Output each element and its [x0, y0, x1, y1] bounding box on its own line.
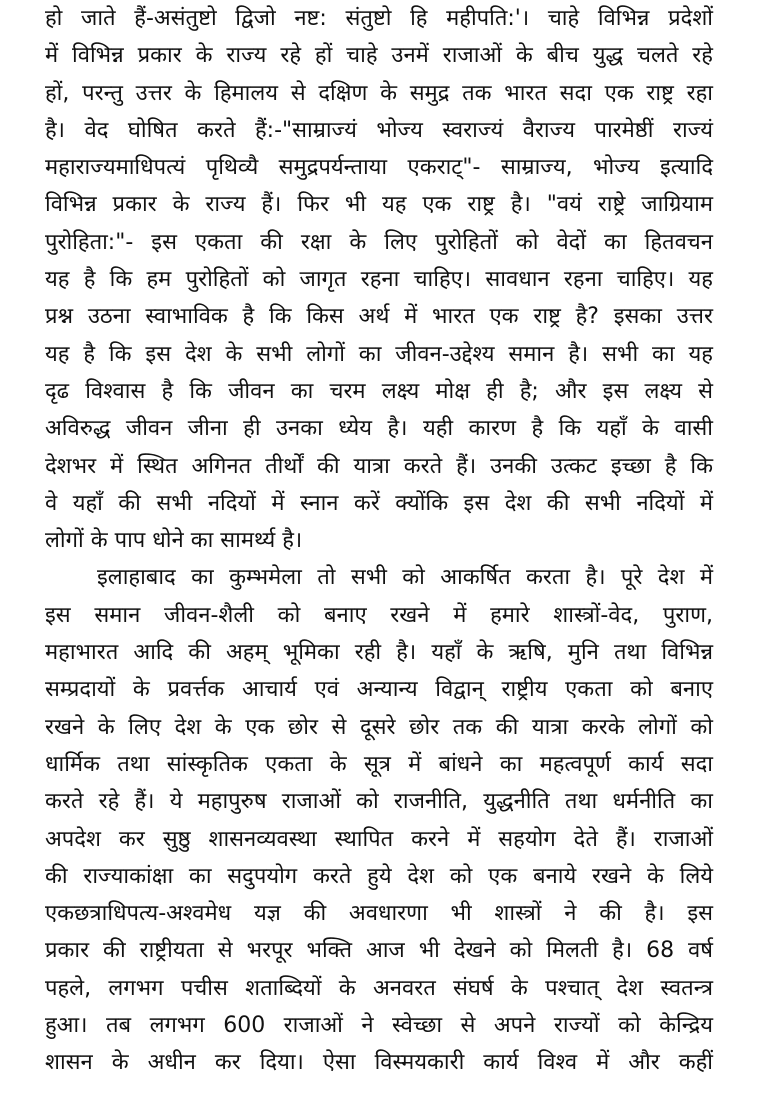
- text-line: यह है कि हम पुरोहितों को जागृत रहना चाहिए। सावधान रहना चाहिए। यह: [45, 267, 713, 293]
- text-line: यह है कि इस देश के सभी लोगों का जीवन-उद्देश्य समान है। सभी का यह: [45, 341, 713, 367]
- text-line: अपदेश कर सुष्ठु शासनव्यवस्था स्थापित करने में सहयोग देते हैं। राजाओं: [45, 826, 713, 852]
- text-line: महाभारत आदि की अहम् भूमिका रही है। यहाँ के ऋषि, मुनि तथा विभिन्न: [45, 640, 713, 666]
- text-line: हों, परन्तु उत्तर के हिमालय से दक्षिण के समुद्र तक भारत सदा एक राष्ट्र रहा: [45, 80, 713, 106]
- text-line: करते रहे हैं। ये महापुरुष राजाओं को राजनीति, युद्धनीति तथा धर्मनीति का: [45, 789, 713, 815]
- text-line: दृढ विश्वास है कि जीवन का चरम लक्ष्य मोक्ष ही है; और इस लक्ष्य से: [45, 378, 713, 404]
- paragraph: [45, 559, 713, 1081]
- text-line: विभिन्न प्रकार के राज्य हैं। फिर भी यह एक राष्ट्र है। "वयं राष्ट्रे जाग्रियाम: [45, 192, 713, 218]
- text-line: पुरोहिता:"- इस एकता की रक्षा के लिए पुरोहितों को वेदों का हितवचन: [45, 229, 713, 255]
- text-line: है। वेद घोषित करते हैं:-"साम्राज्यं भोज्य स्वराज्यं वैराज्य पारमेष्ठीं राज्यं: [45, 117, 713, 143]
- text-line: सम्प्रदायों के प्रवर्त्तक आचार्य एवं अन्यान्य विद्वान् राष्ट्रीय एकता को बनाए: [45, 677, 713, 703]
- text-line: की राज्याकांक्षा का सदुपयोग करते हुये देश को एक बनाये रखने के लिये: [45, 863, 713, 889]
- text-line: इलाहाबाद का कुम्भमेला तो सभी को आकर्षित करता है। पूरे देश में: [97, 565, 713, 591]
- text-line: शासन के अधीन कर दिया। ऐसा विस्मयकारी कार्य विश्व में और कहीं: [45, 1050, 713, 1076]
- text-line: में विभिन्न प्रकार के राज्य रहे हों चाहे उनमें राजाओं के बीच युद्ध चलते रहे: [45, 43, 713, 69]
- text-line: महाराज्यमाधिपत्यं पृथिव्यै समुद्रपर्यन्ताया एकराट्"- साम्राज्य, भोज्य इत्यादि: [45, 155, 713, 181]
- text-line: प्रश्न उठना स्वाभाविक है कि किस अर्थ में भारत एक राष्ट्र है? इसका उत्तर: [45, 304, 713, 330]
- text-line: एकछत्राधिपत्य-अश्वमेध यज्ञ की अवधारणा भी शास्त्रों ने की है। इस: [45, 901, 713, 927]
- text-line: अविरुद्ध जीवन जीना ही उनका ध्येय है। यही कारण है कि यहाँ के वासी: [45, 416, 713, 442]
- text-line: रखने के लिए देश के एक छोर से दूसरे छोर तक की यात्रा करके लोगों को: [45, 714, 713, 740]
- text-line: लोगों के पाप धोने का सामर्थ्य है।: [45, 528, 303, 554]
- text-line: हुआ। तब लगभग 600 राजाओं ने स्वेच्छा से अपने राज्यों को केन्द्रिय: [45, 1013, 713, 1039]
- document-page: [45, 0, 713, 1082]
- text-line: धार्मिक तथा सांस्कृतिक एकता के सूत्र में बांधने का महत्वपूर्ण कार्य सदा: [45, 751, 713, 777]
- text-line: इस समान जीवन-शैली को बनाए रखने में हमारे शास्त्रों-वेद, पुराण,: [45, 602, 713, 628]
- text-line: वे यहाँ की सभी नदियों में स्नान करें क्योंकि इस देश की सभी नदियों में: [45, 490, 713, 516]
- text-line: पहले, लगभग पचीस शताब्दियों के अनवरत संघर्ष के पश्चात् देश स्वतन्त्र: [45, 975, 713, 1001]
- text-line: हो जाते हैं-असंतुष्टो द्विजो नष्ट: संतुष्टो हि महीपति:'। चाहे विभिन्न प्रदेशों: [45, 6, 713, 31]
- text-line: देशभर में स्थित अगिनत तीर्थों की यात्रा करते हैं। उनकी उत्कट इच्छा है कि: [45, 453, 713, 479]
- paragraph: [45, 0, 713, 559]
- text-line: प्रकार की राष्ट्रीयता से भरपूर भक्ति आज भी देखने को मिलती है। 68 वर्ष: [45, 938, 713, 964]
